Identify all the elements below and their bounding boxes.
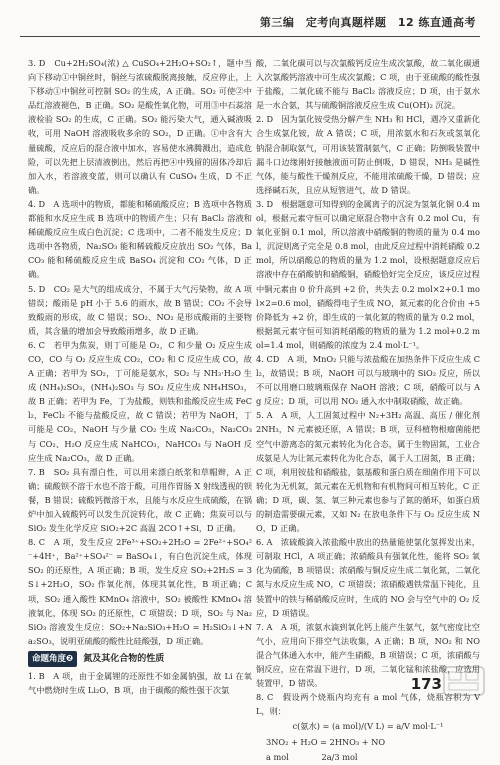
section-tag: 命题角度❷ [28,651,77,667]
answer-paragraph: 4. CD A 项，MnO₂ 只能与浓盐酸在加热条件下反应生成 Cl₂，故错误；B 项，NaOH 可以与玻璃中的 SiO₂ 反应，所以不可以用磨口玻璃瓶保存 NaOH 溶液；C 项，硝酸可以与 Ag 反应；D 项，可以用 NO₂ 通入水中制取硝酸，故正确。 [256,353,480,407]
page-number: 173 [410,675,442,693]
answer-paragraph: 8. C A 项，发生反应 2Fe³⁺+SO₂+2H₂O = 2Fe²⁺+SO₄²⁻+4H⁺，Ba²⁺+SO₄²⁻ = BaSO₄↓，有白色沉淀生成，体现 SO₂ 的还原性，A 项正确；B 项，发生反应 SO₂+2H₂S = 3S↓+2H₂O，SO₂ 作氧化剂，体现其氧化性，B 项正确；C 项，SO₂ 通入酸性 KMnO₄ 溶液中，SO₂ 被酸性 KMnO₄ 溶液氧化，体现 SO₂ 的还原性，C 项错误；D 项，SO₂ 与 Na₂SiO₃ 溶液发生反应：SO₂+Na₂SiO₃+H₂O = H₂SiO₃↓+Na₂SO₃，说明亚硫酸的酸性比硅酸强，D 项正确。 [28,537,252,646]
answer-paragraph: 1. B A 项，由于金属锂的还原性不如金属钠强，故 Li 在氧气中燃烧时生成 Li₂O，B 项，由于碳酸的酸性强于次氯 [28,671,252,696]
equation: 3NO₂ + H₂O = 2HNO₃ + NO [266,736,386,747]
watermark-seal-icon [442,663,486,699]
answer-paragraph: 5. A A 项，人工固氮过程中 N₂+3H₂ 高温、高压 / 催化剂 2NH₃，N 元素被还原，A 错误；B 项，豆科植物根瘤菌能把空气中游离态的氮元素转化为化合态，属于生物固氮，工业合成氨是人为让氮元素转化为化合态，属于人工固氮，B 正确；C 项，利用铵盐和硝酸盐，氨基酸和蛋白质在细菌作用下可以转化为无机氮，氮元素在无机物和有机物间可相互转化，C 正确；D 项，碳、氢、氧三种元素也参与了氮的循环，如蛋白质的制造需要碳元素，又如 N₂ 在放电条件下与 O₂ 反应生成 NO，D 正确。 [256,410,480,534]
answer-paragraph: 7. B SO₂ 具有漂白性，可以用来漂白纸浆和草帽辫，A 正确；硫酸钡不溶于水也不溶于酸，可用作胃肠 X 射线透视的钡餐，B 错误；硫酸钙微溶于水，且能与水反应生成硫酸，在锅炉中加入硫酸钙可以发生沉淀转化，故 C 正确；焦炭可以与 SiO₂ 发生化学反应 SiO₂+2C 高温 2CO↑+Si，D 正确。 [28,466,252,534]
right-column [256,56,480,765]
answer-paragraph: 5. D CO₂ 是大气的组成成分，不属于大气污染物，故 A 项错误；酸雨是 pH 小于 5.6 的雨水，故 B 错误；CO₂ 不会导致酸雨的形成，故 C 错误；SO₂、NO₂ 是形成酸雨的主要物质，其含量的增加会导致酸雨增多，故 D 正确。 [28,283,252,336]
answer-paragraph: 3. D Cu+2H₂SO₄(浓) △ CuSO₄+2H₂O+SO₂↑，题中当向下移动①中铜丝时，铜丝与浓硫酸脱离接触，反应停止，上下移动①中铜丝可控制 SO₂ 的生成，A 正确。SO₂ 可使②中品红溶液褪色，B 正确。SO₂ 是酸性氧化物，可用③中石蕊溶液检验 SO₂ 的生成，C 正确。SO₂ 能污染大气，通入碱液吸收，可用 NaOH 溶液吸收多余的 SO₂，D 正确。①中含有大量硫酸，反应后的混合液中加水，容易使水沸腾溅出，造成危险，可以先把上层清液倒出，然后再把④中残留的固体冷却后加入水，若溶液变蓝，则可以确认有 CuSO₄ 生成，D 不正确。 [28,58,252,195]
answer-paragraph: 4. D A 选项中的物质，都能和稀硫酸反应；B 选项中各物质都能和水反应生成 B 选项中的物质产生；只有 BaCl₂ 溶液和稀硫酸反应生成白色沉淀；C 选项中，二者不能发生反应；D 选项中各物质，Na₂SO₃ 能和稀硫酸反应放出 SO₂ 气体，BaCO₃ 能和稀硫酸反应生成 BaSO₄ 沉淀和 CO₂ 气体，D 正确。 [28,198,252,280]
section-title: 氮及其化合物的性质 [83,653,165,664]
answer-paragraph: 酸，二氧化碳可以与次氯酸钙反应生成次氯酸，故二氧化碳通入次氯酸钙溶液中可生成次氯酸；C 项，由于亚硫酸的酸性强于盐酸，二氧化硫不能与 BaCl₂ 溶液反应；D 项，由于氨水是一水合氨，其与硫酸铜溶液反应生成 Cu(OH)₂ 沉淀。 [256,58,480,111]
page-header [0,14,500,34]
equation: a mol 2a/3 mol [266,751,358,762]
header-rule [20,36,480,37]
left-column [28,56,252,697]
answer-paragraph: 6. C 若甲为焦炭，则丁可能是 O₂，C 和少量 O₂ 反应生成 CO，CO 与 O₂ 反应生成 CO₂，CO₂ 和 C 反应生成 CO，故 A 正确；若甲为 SO₂，丁可能是氨水，SO₂ 与 NH₃·H₂O 生成 (NH₄)₂SO₃，(NH₄)₂SO₃ 与 SO₂ 反应生成 NH₄HSO₃，故 B 正确；若甲为 Fe，丁为盐酸，则铁和盐酸反应生成 FeCl₂，FeCl₂ 不能与盐酸反应，故 C 错误；若甲为 NaOH，丁可能是 CO₂，NaOH 与少量 CO₂ 生成 Na₂CO₃，Na₂CO₃ 与 CO₂、H₂O 反应生成 NaHCO₃，NaHCO₃ 与 NaOH 反应生成 Na₂CO₃，故 D 正确。 [28,339,252,463]
section-heading [28,651,252,667]
answer-paragraph: 7. A A 项，浓氨水滴到氧化钙上能产生氨气，氨气密度比空气小，应用向下排空气法收集，A 正确；B 项，NO₂ 和 NO 混合气体通入水中，能产生硝酸，B 项错误；C 项，浓硝酸与铜反应，应在常温下进行，D 项，二氧化锰和浓盐酸，应选用装置甲，D 错误。 [256,621,480,689]
equation: c(氨水) = (a mol)/(V L) = a/V mol·L⁻¹ [292,721,444,732]
header-title: 第三编 定考向真题样题 12 练直通高考 [259,16,476,29]
answer-paragraph: 8. C 假设两个烧瓶内均充有 a mol 气体，烧瓶容积为 V L，则： [256,692,480,717]
answer-paragraph: 3. D 根据题意可知得到的金属离子的沉淀为氢氧化铜 0.4 mol，根据元素守恒可以确定原混合物中含有 0.2 mol Cu，有氧化亚铜 0.1 mol，所以溶液中硝酸铜的物质的量为 0.4 mol，沉淀则离子完全是 0.8 mol，由此反应过程中消耗硝酸 0.2 mol，所以硝酸总的物质的量为 1.2 mol，设根据题意反应后溶液中存在硝酸钠和硝酸铜，硝酸恰好完全反应，该反应过程中铜元素由 0 价升高到 +2 价，共失去 0.2 mol×2+0.1 mol×2=0.6 mol，硝酸得电子生成 NO，氮元素的化合价由 +5 价降低为 +2 价，即生成的一氧化氮的物质的量为 0.2 mol，根据氮元素守恒可知消耗硝酸的物质的量为 1.2 mol+0.2 mol=1.4 mol，则硝酸的浓度为 2.4 mol·L⁻¹。 [256,198,480,350]
answer-paragraph: 6. A 浓硫酸滴入浓盐酸中放出的热量能使氯化氢挥发出来，可制取 HCl，A 项正确；浓硝酸具有强氧化性，能将 SO₂ 氧化为硫酸，B 项错误；浓硝酸与铜反应生成二氧化氮，二氧化氮与水反应生成 NO，C 项错误；浓硝酸遇铁常温下钝化，且装置中的铁与稀硝酸反应时，生成的 NO 会与空气中的 O₂ 反应，D 项错误。 [256,537,480,618]
answer-paragraph: 2. D 因为氯化铵受热分解产生 NH₃ 和 HCl，遇冷又重新化合生成氯化铵，故 A 错误；C 项，用浓氨水和石灰或氢氧化钠混合制取氨气，可用该装置制氨气，C 正确；防倒吸装置中漏斗口边缘刚好接触液面可防止倒吸，D 错误，NH₃ 是碱性气体，能与酸性干燥剂反应，不能用浓硫酸干燥，D 错误；应选择碱石灰，且应从短管进气，故 D 错误。 [256,114,480,195]
